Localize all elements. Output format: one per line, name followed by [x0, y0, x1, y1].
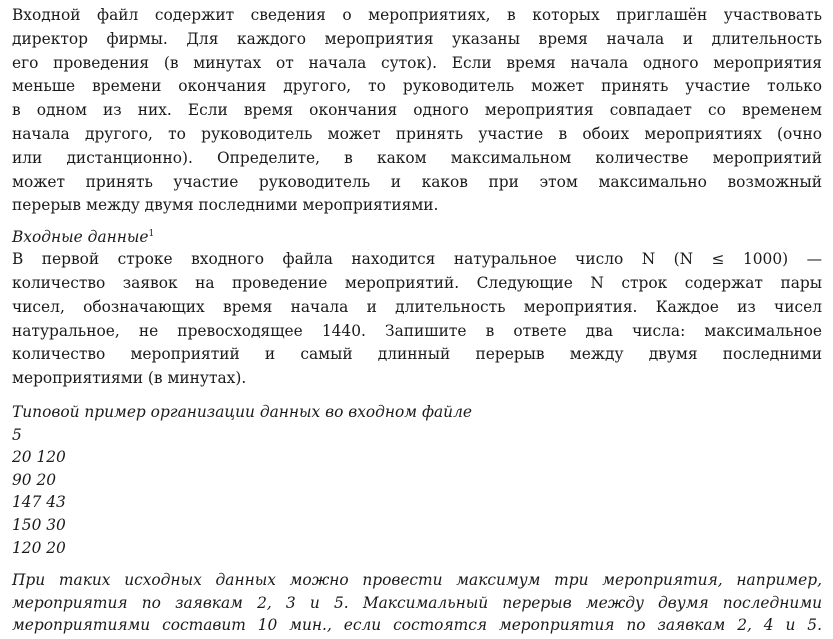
task-line: или дистанционно). Определите, в каком максимальном количестве мероприятий	[12, 148, 822, 167]
task-line: в одном из них. Если время окончания одного мероприятия совпадает со временем	[12, 101, 822, 120]
example-row: 90 20	[12, 470, 57, 489]
example-explanation	[12, 569, 822, 637]
input-line: натуральное, не превосходящее 1440. Запишите в ответе два числа: максимальное	[12, 321, 822, 340]
input-section-title	[12, 226, 822, 248]
example-row: 147 43	[12, 493, 66, 512]
example-row: 20 120	[12, 448, 66, 467]
task-line: директор фирмы. Для каждого мероприятия указаны время начала и длительность	[12, 29, 822, 48]
input-line: В первой строке входного файла находится натуральное число N (N ≤ 1000) —	[12, 250, 822, 269]
task-line: перерыв между двумя последними мероприятиями.	[12, 196, 439, 215]
input-section-title-text: Входные данные	[12, 228, 149, 247]
footnote-mark: 1	[148, 229, 155, 240]
input-section-paragraph	[12, 248, 822, 391]
input-line: количество заявок на проведение мероприятий. Следующие N строк содержат пары	[12, 273, 822, 292]
note-line: мероприятиями составит 10 мин., если состоятся мероприятия по заявкам 2, 4 и 5.	[12, 616, 822, 635]
task-line: начала другого, то руководитель может принять участие в обоих мероприятиях (очно	[12, 124, 822, 143]
example-title: Типовой пример организации данных во входном файле	[12, 402, 473, 421]
task-paragraph	[12, 4, 822, 218]
input-line: чисел, обозначающих время начала и длительность мероприятия. Каждое из чисел	[12, 297, 822, 316]
task-line: может принять участие руководитель и каков при этом максимально возможный	[12, 172, 822, 191]
example-row: 120 20	[12, 538, 66, 557]
task-line: Входной файл содержит сведения о мероприятиях, в которых приглашён участвовать	[12, 6, 822, 24]
task-line: его проведения (в минутах от начала суток). Если время начала одного мероприятия	[12, 53, 822, 72]
note-line: мероприятия по заявкам 2, 3 и 5. Максимальный перерыв между двумя последними	[12, 593, 822, 612]
document-page	[12, 4, 822, 637]
example-block	[12, 401, 822, 559]
input-line: мероприятиями (в минутах).	[12, 369, 247, 388]
task-line: меньше времени окончания другого, то руководитель может принять участие только	[12, 77, 822, 96]
example-row: 5	[12, 425, 22, 444]
input-line: количество мероприятий и самый длинный перерыв между двумя последними	[12, 345, 822, 364]
note-line: При таких исходных данных можно провести максимум три мероприятия, например,	[12, 571, 822, 590]
example-row: 150 30	[12, 515, 66, 534]
